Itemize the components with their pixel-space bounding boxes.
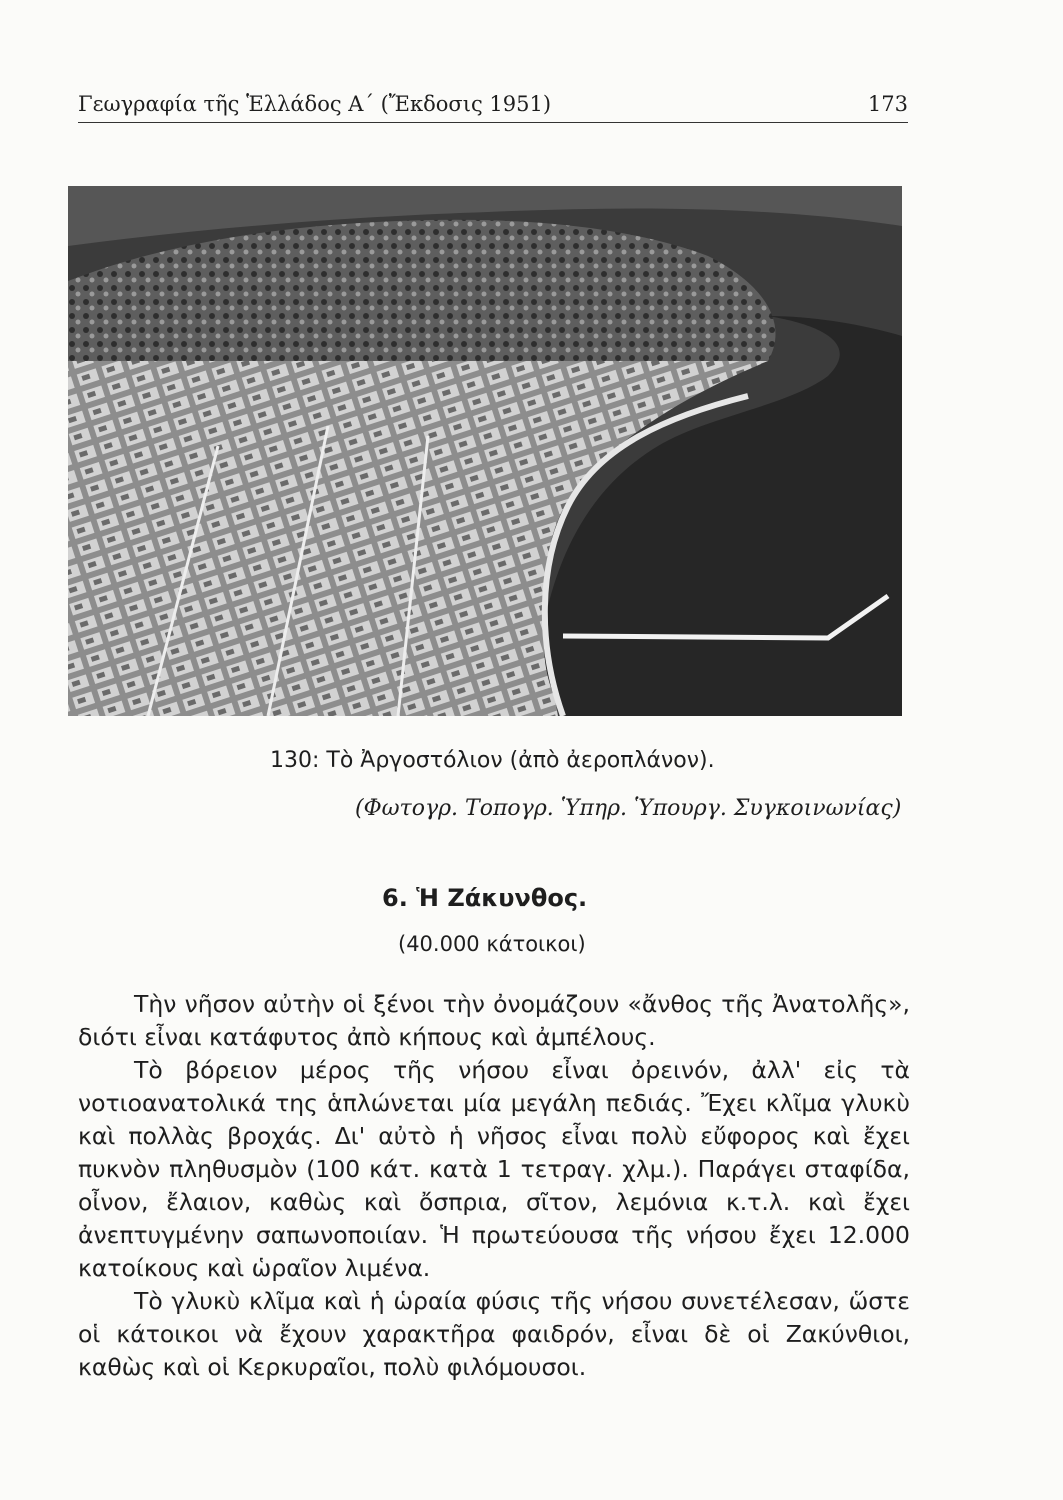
paragraph: Τὸ γλυκὺ κλῖμα καὶ ἡ ὡραία φύσις τῆς νήσου συνετέλεσαν, ὥστε οἱ κάτοικοι νὰ ἔχουν χαρακτῆρα φαιδρόν, εἶναι δὲ οἱ Ζακύνθιοι, καθὼς καὶ οἱ Κερκυραῖοι, πολὺ φιλόμουσοι. (78, 1287, 910, 1381)
running-title: Γεωγραφία τῆς Ἑλλάδος Α΄ (Ἔκδοσις 1951) (78, 92, 552, 116)
paragraph: Τὴν νῆσον αὐτὴν οἱ ξένοι τὴν ὀνομάζουν «ἄνθος τῆς Ἀνατολῆς», διότι εἶναι κατάφυτος ἀπὸ κήπους καὶ ἀμπέλους. (78, 990, 910, 1051)
figure-caption: 130: Τὸ Ἀργοστόλιον (ἀπὸ ἀεροπλάνον). (270, 748, 715, 773)
section-title: 6. Ἡ Ζάκυνθος. (382, 884, 588, 912)
body-text (78, 988, 910, 1384)
photo-credit: (Φωτογρ. Τοπογρ. Ὑπηρ. Ὑπουργ. Συγκοινωνίας) (355, 796, 902, 821)
aerial-photo-argostoli (68, 186, 902, 716)
paragraph: Τὸ βόρειον μέρος τῆς νήσου εἶναι ὀρεινόν, ἀλλ' εἰς τὰ νοτιοανατολικά της ἁπλώνεται μία μεγάλη πεδιάς. Ἔχει κλῖμα γλυκὺ καὶ πολλὰς βροχάς. Δι' αὐτὸ ἡ νῆσος εἶναι πολὺ εὔφορος καὶ ἔχει πυκνὸν πληθυσμὸν (100 κάτ. κατὰ 1 τετραγ. χλμ.). Παράγει σταφίδα, οἶνον, ἔλαιον, καθὼς καὶ ὄσπρια, σῖτον, λεμόνια κ.τ.λ. καὶ ἔχει ἀνεπτυγμένην σαπωνοποιίαν. Ἡ πρωτεύουσα τῆς νήσου ἔχει 12.000 κατοίκους καὶ ὡραῖον λιμένα. (78, 1056, 910, 1282)
population-note: (40.000 κάτοικοι) (398, 932, 586, 956)
header-rule (78, 122, 908, 123)
page-number: 173 (867, 92, 908, 116)
